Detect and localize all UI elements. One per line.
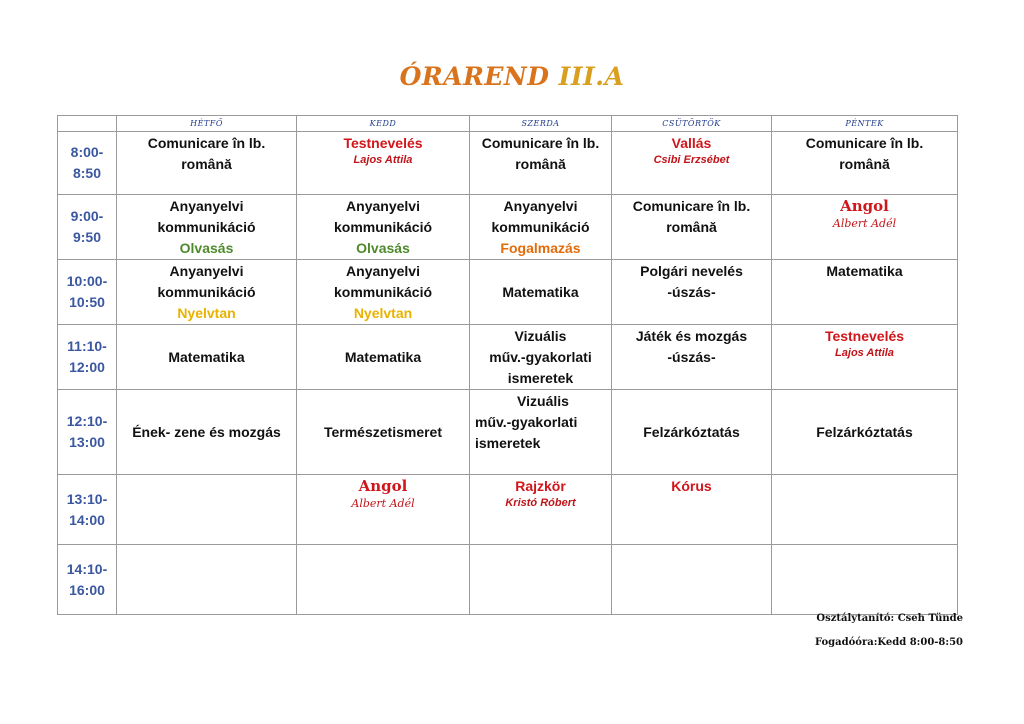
title-class: III.A: [558, 62, 625, 91]
period-row: [58, 475, 958, 545]
period-row: [58, 545, 958, 615]
period-row: [58, 390, 958, 475]
period-row: [58, 195, 958, 260]
teacher-name: Kristó Róbert: [505, 497, 576, 509]
lesson-cell: Matematika: [470, 260, 612, 325]
lesson-cell: Vizuális műv.-gyakorlati ismeretek: [470, 325, 612, 390]
title-main: ÓRAREND: [399, 62, 559, 91]
lesson-cell: Polgári nevelés -úszás-: [612, 260, 772, 325]
lesson-cell: [297, 545, 470, 615]
teacher-name: Albert Adél: [351, 497, 415, 510]
lesson-cell: Természetismeret: [297, 390, 470, 475]
day-header-friday: PÉNTEK: [772, 116, 958, 132]
teacher-name: Albert Adél: [832, 217, 897, 230]
lesson-cell: Angol Albert Adél: [297, 475, 470, 545]
lesson-cell: Ének- zene és mozgás: [117, 390, 297, 475]
lesson-cell: Anyanyelvi kommunikáció Nyelvtan: [297, 260, 470, 325]
corner-cell: [58, 116, 117, 132]
lesson-cell: Anyanyelvi kommunikáció Nyelvtan: [117, 260, 297, 325]
lesson-cell: Anyanyelvi kommunikáció Fogalmazás: [470, 195, 612, 260]
lesson-cell: Comunicare în lb. română: [772, 132, 958, 195]
lesson-cell: Matematika: [772, 260, 958, 325]
timetable: [57, 115, 958, 615]
office-hours: Fogadóóra:Kedd 8:00-8:50: [814, 637, 963, 648]
time-slot: 8:00- 8:50: [58, 132, 117, 195]
lesson-cell: [612, 545, 772, 615]
lesson-cell: Kórus: [612, 475, 772, 545]
lesson-cell: Comunicare în lb. română: [117, 132, 297, 195]
lesson-cell: [772, 545, 958, 615]
lesson-cell: Matematika: [297, 325, 470, 390]
time-slot: 9:00- 9:50: [58, 195, 117, 260]
lesson-cell: Felzárkóztatás: [612, 390, 772, 475]
lesson-cell: Angol Albert Adél: [772, 195, 958, 260]
lesson-cell: Testnevelés Lajos Attila: [297, 132, 470, 195]
teacher-name: Lajos Attila: [835, 347, 894, 359]
time-slot: 14:10- 16:00: [58, 545, 117, 615]
teacher-name: Csibi Erzsébet: [653, 154, 730, 166]
period-row: [58, 132, 958, 195]
time-slot: 10:00- 10:50: [58, 260, 117, 325]
period-row: [58, 260, 958, 325]
period-row: [58, 325, 958, 390]
lesson-cell: [772, 475, 958, 545]
class-teacher: Osztálytanító: Cseh Tünde: [816, 613, 963, 624]
lesson-cell: Testnevelés Lajos Attila: [772, 325, 958, 390]
teacher-name: Lajos Attila: [353, 154, 413, 166]
lesson-cell: [117, 475, 297, 545]
lesson-cell: Játék és mozgás -úszás-: [612, 325, 772, 390]
day-header-wednesday: SZERDA: [470, 116, 612, 132]
lesson-cell: Anyanyelvi kommunikáció Olvasás: [117, 195, 297, 260]
header-row: [58, 116, 958, 132]
lesson-cell: Anyanyelvi kommunikáció Olvasás: [297, 195, 470, 260]
lesson-cell: [470, 545, 612, 615]
day-header-monday: HÉTFŐ: [117, 116, 297, 132]
lesson-cell: Felzárkóztatás: [772, 390, 958, 475]
time-slot: 11:10- 12:00: [58, 325, 117, 390]
lesson-cell: Matematika: [117, 325, 297, 390]
day-header-tuesday: KEDD: [297, 116, 470, 132]
lesson-cell: Rajzkör Kristó Róbert: [470, 475, 612, 545]
day-header-thursday: CSÜTÖRTÖK: [612, 116, 772, 132]
time-slot: 12:10- 13:00: [58, 390, 117, 475]
lesson-cell: [117, 545, 297, 615]
lesson-cell: Vizuális műv.-gyakorlati ismeretek: [470, 390, 612, 475]
lesson-cell: Comunicare în lb. română: [470, 132, 612, 195]
time-slot: 13:10- 14:00: [58, 475, 117, 545]
lesson-cell: Comunicare în lb. română: [612, 195, 772, 260]
page-title: [0, 62, 1024, 91]
lesson-cell: Vallás Csibi Erzsébet: [612, 132, 772, 195]
